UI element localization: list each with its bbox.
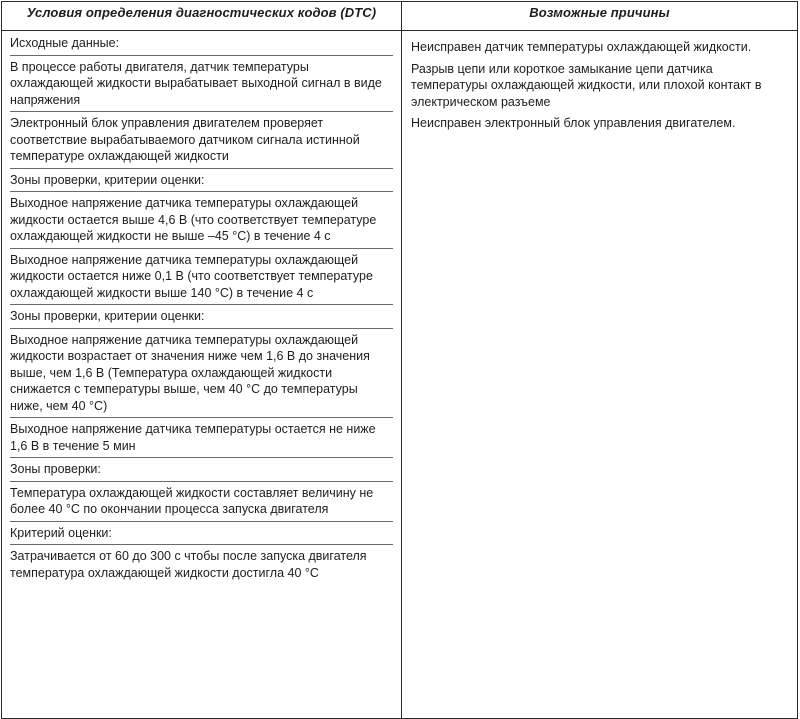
conditions-cell	[2, 31, 402, 719]
condition-line: Критерий оценки:	[10, 521, 393, 542]
header-conditions: Условия определения диагностических кодов (DTC)	[2, 2, 402, 31]
cause-line: Неисправен датчик температуры охлаждающей жидкости.	[411, 40, 752, 54]
condition-line: Выходное напряжение датчика температуры охлаждающей жидкости остается ниже 0,1 В (что соответствует температуре охлаждающей жидкости выше 140 °С) в течение 4 с	[10, 248, 393, 302]
condition-line: Выходное напряжение датчика температуры остается не ниже 1,6 В в течение 5 мин	[10, 417, 393, 454]
condition-line: В процессе работы двигателя, датчик температуры охлаждающей жидкости вырабатывает выходной сигнал в виде напряжения	[10, 55, 393, 109]
header-causes: Возможные причины	[402, 2, 798, 31]
cause-line: Неисправен электронный блок управления двигателем.	[411, 116, 736, 130]
condition-line: Зоны проверки, критерии оценки:	[10, 168, 393, 189]
cause-line: Разрыв цепи или короткое замыкание цепи датчика температуры охлаждающей жидкости, или плохой контакт в электрическом разъеме	[411, 61, 762, 109]
header-row	[2, 2, 798, 31]
condition-line: Выходное напряжение датчика температуры охлаждающей жидкости возрастает от значения ниже чем 1,6 В до значения выше, чем 1,6 В (Температура охлаждающей жидкости снижается с температуры выше, чем 40 °С до температуры ниже, чем 40 °С)	[10, 328, 393, 415]
causes-cell	[402, 31, 798, 719]
dtc-table	[1, 1, 798, 719]
condition-line: Электронный блок управления двигателем проверяет соответствие вырабатываемого датчиком сигнала истинной температуре охлаждающей жидкости	[10, 111, 393, 165]
condition-line: Исходные данные:	[10, 36, 120, 50]
condition-line: Зоны проверки, критерии оценки:	[10, 304, 393, 325]
condition-line: Выходное напряжение датчика температуры охлаждающей жидкости остается выше 4,6 В (что соответствует температуре охлаждающей жидкости не выше –45 °С) в течение 4 с	[10, 191, 393, 245]
condition-line: Затрачивается от 60 до 300 с чтобы после запуска двигателя температура охлаждающей жидкости достигла 40 °С	[10, 544, 393, 581]
condition-line: Температура охлаждающей жидкости составляет величину не более 40 °С по окончании процесса запуска двигателя	[10, 481, 393, 518]
content-row	[2, 31, 798, 719]
condition-line: Зоны проверки:	[10, 457, 393, 478]
